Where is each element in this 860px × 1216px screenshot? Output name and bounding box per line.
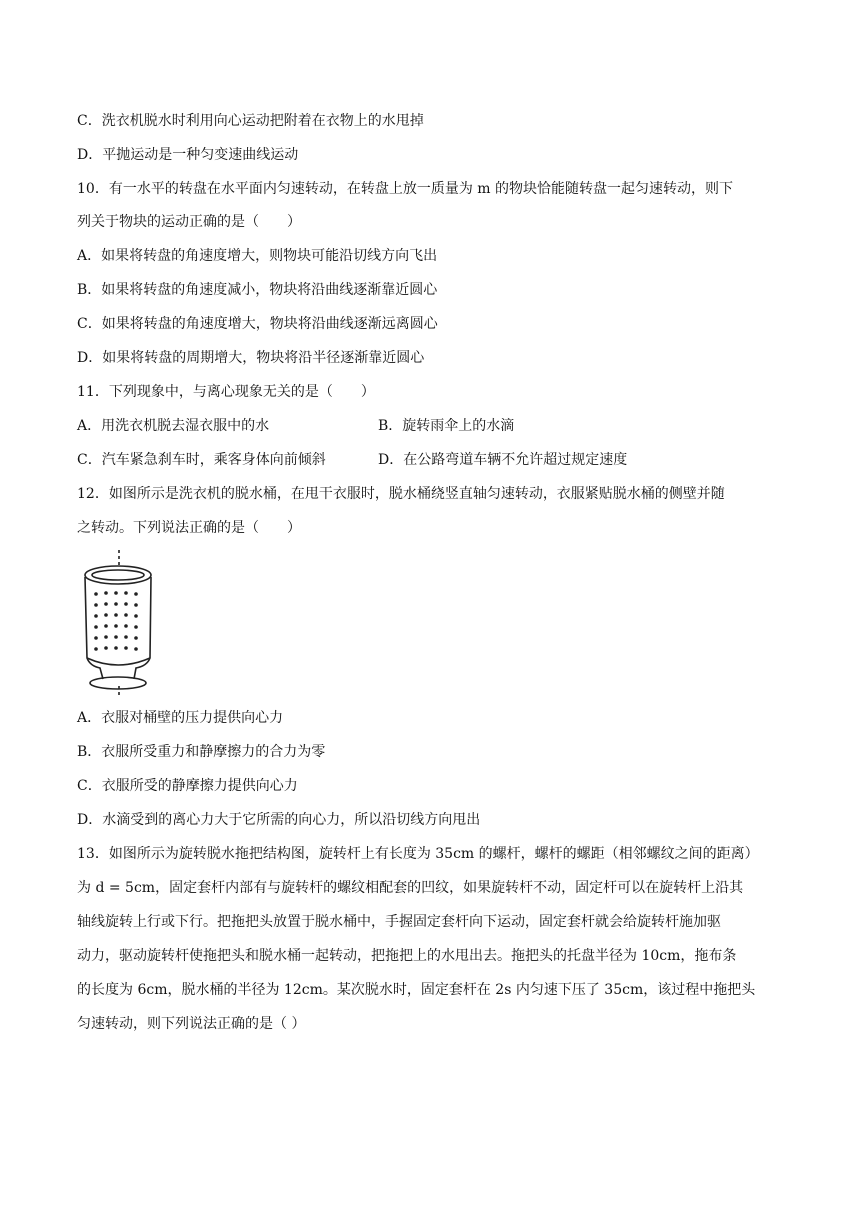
q12-stem-line-1: 12．如图所示是洗衣机的脱水桶，在甩干衣服时，脱水桶绕竖直轴匀速转动，衣服紧贴脱水桶的侧壁并随: [77, 486, 725, 502]
q11-option-b: B．旋转雨伞上的水滴: [378, 418, 515, 434]
spin-dryer-drum-figure: [78, 548, 158, 700]
q10-option-b: B．如果将转盘的角速度减小，物块将沿曲线逐渐靠近圆心: [77, 282, 438, 298]
q13-line-4: 动力，驱动旋转杆使拖把头和脱水桶一起转动，把拖把上的水甩出去。拖把头的托盘半径为 10cm，拖布条: [77, 948, 737, 964]
q10-option-d: D．如果将转盘的周期增大，物块将沿半径逐渐靠近圆心: [77, 350, 425, 366]
q12-option-b: B．衣服所受重力和静摩擦力的合力为零: [77, 744, 326, 760]
q12-option-c: C．衣服所受的静摩擦力提供向心力: [77, 778, 298, 794]
q13-line-3: 轴线旋转上行或下行。把拖把头放置于脱水桶中，手握固定套杆向下运动，固定套杆就会给旋转杆施加驱: [77, 914, 721, 930]
q13-line-2: 为 d = 5cm，固定套杆内部有与旋转杆的螺纹相配套的凹纹，如果旋转杆不动，固定杆可以在旋转杆上沿其: [77, 880, 744, 896]
q9-option-d: D．平抛运动是一种匀变速曲线运动: [77, 147, 299, 163]
q10-option-c: C．如果将转盘的角速度增大，物块将沿曲线逐渐远离圆心: [77, 316, 438, 332]
q11-stem: 11．下列现象中，与离心现象无关的是（ ）: [77, 384, 375, 400]
q12-option-a: A．衣服对桶壁的压力提供向心力: [77, 710, 284, 726]
q9-option-c: C．洗衣机脱水时利用向心运动把附着在衣物上的水甩掉: [77, 113, 424, 129]
q13-line-5: 的长度为 6cm，脱水桶的半径为 12cm。某次脱水时，固定套杆在 2s 内匀速下压了 35cm，该过程中拖把头: [77, 982, 756, 998]
q13-line-1: 13．如图所示为旋转脱水拖把结构图，旋转杆上有长度为 35cm 的螺杆，螺杆的螺距（相邻螺纹之间的距离）: [77, 846, 759, 862]
q12-option-d: D．水滴受到的离心力大于它所需的向心力，所以沿切线方向甩出: [77, 812, 481, 828]
q10-stem-line-1: 10．有一水平的转盘在水平面内匀速转动，在转盘上放一质量为 m 的物块恰能随转盘一起匀速转动，则下: [77, 181, 733, 197]
q11-option-a: A．用洗衣机脱去湿衣服中的水: [77, 418, 270, 434]
q13-line-6: 匀速转动，则下列说法正确的是（ ）: [77, 1016, 306, 1032]
q12-stem-line-2: 之转动。下列说法正确的是（ ）: [77, 520, 301, 536]
q10-option-a: A．如果将转盘的角速度增大，则物块可能沿切线方向飞出: [77, 248, 438, 264]
q11-option-c: C．汽车紧急刹车时，乘客身体向前倾斜: [77, 452, 326, 468]
q10-stem-line-2: 列关于物块的运动正确的是（ ）: [77, 214, 301, 230]
q11-option-d: D．在公路弯道车辆不允许超过规定速度: [378, 452, 628, 468]
